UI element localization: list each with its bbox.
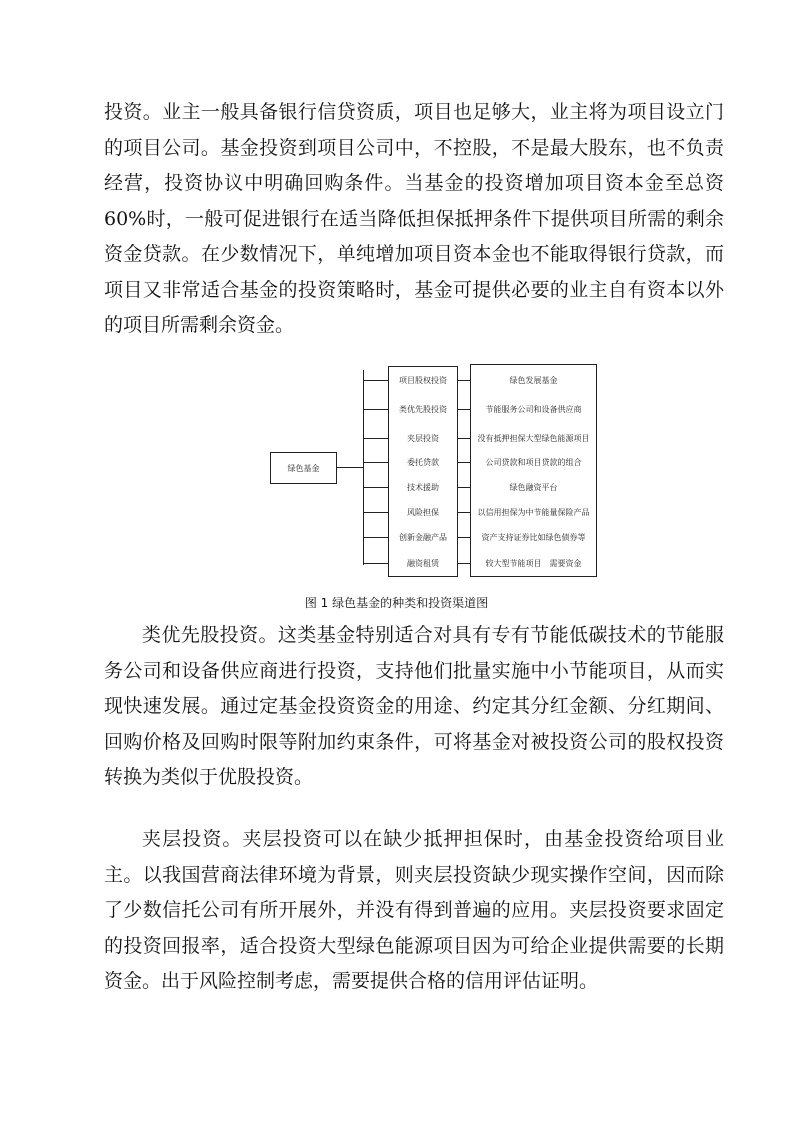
paragraph-project-equity: 投资。业主一般具备银行信贷资质，项目也足够大，业主将为项目设立门的项目公司。基金投资到项目公司中，不控股，不是最大股东，也不负责经营，投资协议中明确回购条件。当基金的投资增加项目资本金至总资 60%时，一般可促进银行在适当降低担保抵押条件下提供项目所需的剩余资金贷款。在少数情况下，单纯增加项目资本金也不能取得银行贷款，而项目又非常适合基金的投资策略时，基金可提供必要的业主自有资本以外的项目所需剩余资金。 [104, 101, 731, 336]
channel-item-2: 没有抵押担保大型绿色能源项目 [477, 433, 590, 443]
channel-item-3: 公司贷款和项目贷款的组合 [485, 457, 582, 467]
type-item-7: 融资租赁 [407, 558, 439, 568]
type-item-5: 风险担保 [407, 507, 439, 517]
figure-caption: 图 1 绿色基金的种类和投资渠道图 [304, 596, 489, 610]
channel-item-7: 较大型节能项目 需要资金 [485, 558, 582, 568]
paragraph-preferred-stock: 类优先股投资。这类基金特别适合对具有专有节能低碳技术的节能服务公司和设备供应商进行投资，支持他们批量实施中小节能项目，从而实现快速发展。通过定基金投资资金的用途、约定其分红金额、分红期间、回购价格及回购时限等附加约束条件，可将基金对被投资公司的股权投资转换为类似于优股投资。 [104, 624, 724, 788]
type-item-4: 技术援助 [407, 482, 439, 492]
type-item-2: 夹层投资 [407, 433, 439, 443]
paragraph-mezzanine: 夹层投资。夹层投资可以在缺少抵押担保时，由基金投资给项目业主。以我国营商法律环境为背景，则夹层投资缺少现实操作空间，因而除了少数信托公司有所开展外，并没有得到普遍的应用。夹层投资要求固定的投资回报率，适合投资大型绿色能源项目因为可给企业提供需要的长期资金。出于风险控制考虑，需要提供合格的信用评估证明。 [104, 828, 724, 992]
type-item-3: 委托贷款 [407, 457, 439, 467]
channel-item-6: 资产支持证券比如绿色债券等 [481, 532, 586, 542]
channel-item-4: 绿色融资平台 [509, 482, 558, 492]
type-item-1: 类优先股投资 [399, 404, 447, 414]
channel-item-1: 节能服务公司和设备供应商 [485, 404, 582, 414]
channel-item-0: 绿色发展基金 [509, 375, 558, 385]
type-item-6: 创新金融产品 [399, 532, 447, 542]
channel-item-5: 以信用担保为中节能量保险产品 [477, 507, 590, 517]
type-item-0: 项目股权投资 [399, 375, 447, 385]
diagram-root-box: 绿色基金 [270, 452, 337, 484]
